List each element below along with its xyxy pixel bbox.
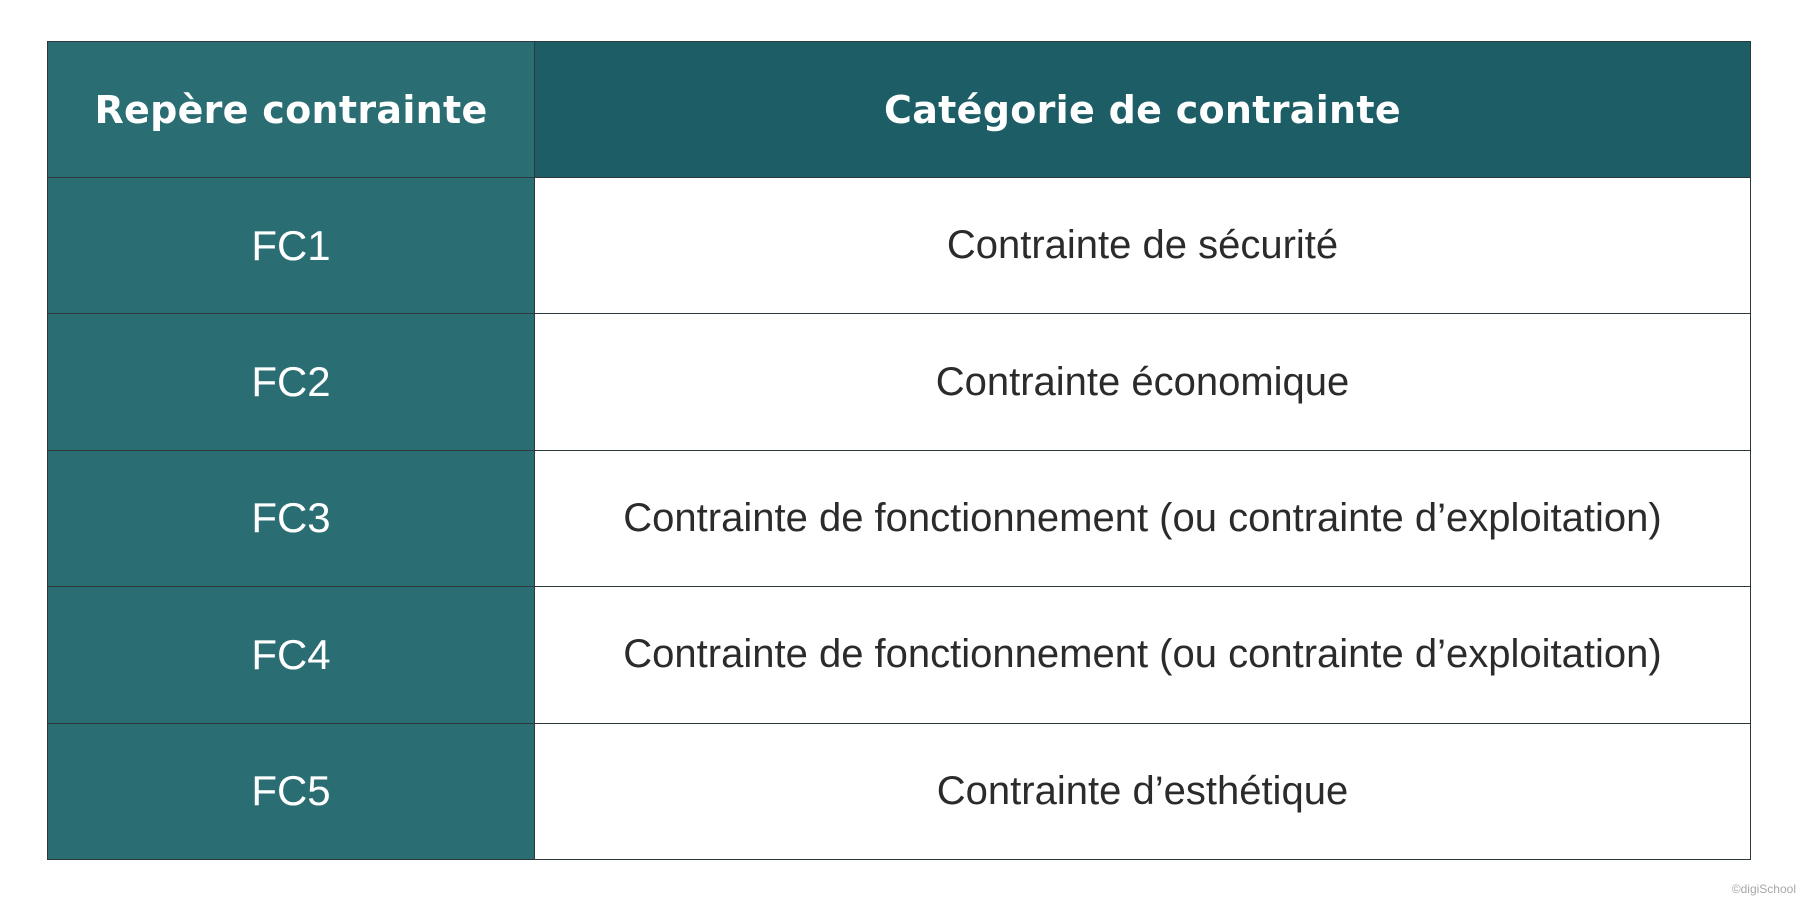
table-row [48,587,1751,723]
constraint-code-cell: FC4 [48,587,535,723]
constraint-code-cell: FC5 [48,723,535,859]
constraint-category-cell: Contrainte d’esthétique [535,723,1751,859]
constraint-category-cell: Contrainte de fonctionnement (ou contrainte d’exploitation) [535,587,1751,723]
constraint-category-cell: Contrainte de fonctionnement (ou contrainte d’exploitation) [535,450,1751,586]
table-row [48,723,1751,859]
constraint-code-cell: FC1 [48,178,535,314]
constraints-table [47,41,1751,860]
table-header-row [48,42,1751,178]
table-row [48,450,1751,586]
column-header-repere: Repère contrainte [48,42,535,178]
watermark: ©digiSchool [1731,882,1796,896]
table-row [48,314,1751,450]
column-header-categorie: Catégorie de contrainte [535,42,1751,178]
constraint-code-cell: FC2 [48,314,535,450]
table-row [48,178,1751,314]
constraint-category-cell: Contrainte économique [535,314,1751,450]
constraint-code-cell: FC3 [48,450,535,586]
constraint-category-cell: Contrainte de sécurité [535,178,1751,314]
constraints-table-container [47,41,1750,860]
